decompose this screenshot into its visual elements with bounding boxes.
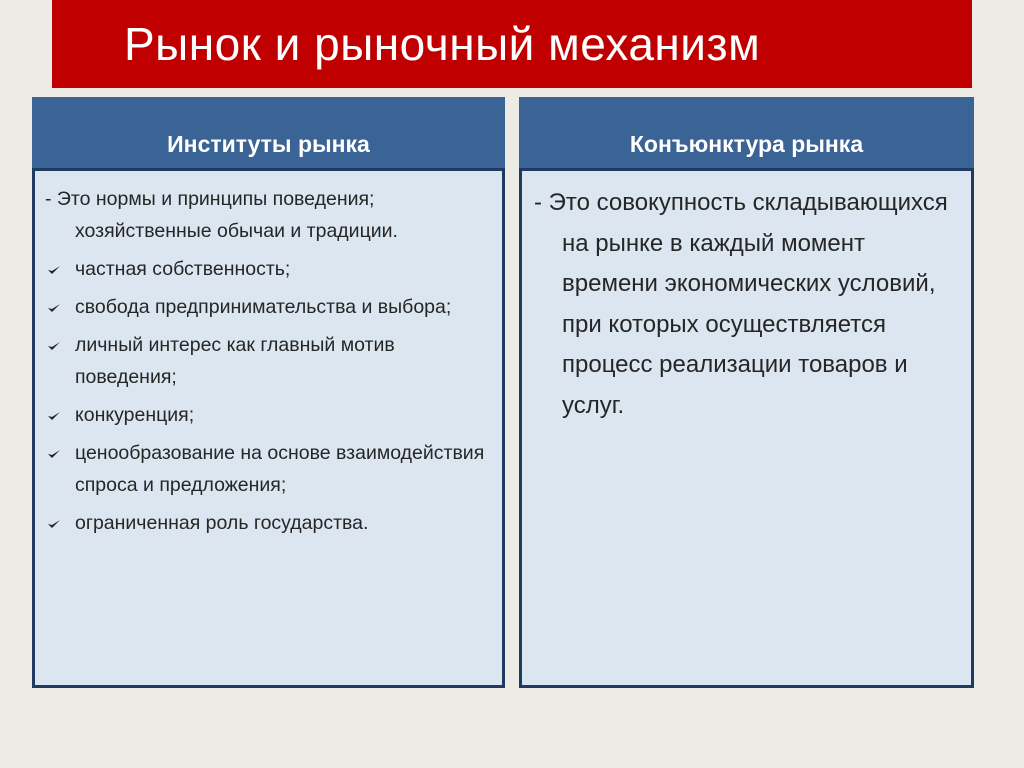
checkmark-arrow-icon (47, 263, 61, 277)
list-item (45, 507, 490, 539)
title-bar (52, 0, 972, 88)
checkmark-arrow-icon (47, 517, 61, 531)
bullet-text: конкуренция; (75, 404, 195, 426)
slide-title: Рынок и рыночный механизм (124, 18, 761, 70)
bullet-text: частная собственность; (75, 258, 291, 280)
bullet-text: личный интерес как главный мотив поведения; (75, 334, 395, 388)
left-intro-text: - Это нормы и принципы поведения; хозяйственные обычаи и традиции. (45, 188, 398, 242)
right-definition-text: - Это совокупность складывающихся на рынке в каждый момент времени экономических условий, при которых осуществляется процесс реализации товаров и услуг. (534, 189, 948, 419)
left-column-header (32, 97, 505, 168)
list-item (45, 253, 490, 285)
bullet-text: ограниченная роль государства. (75, 512, 369, 534)
list-item (45, 291, 490, 323)
right-column-header (519, 97, 974, 168)
left-column-header-label: Институты рынка (167, 131, 370, 157)
bullet-text: ценообразование на основе взаимодействия спроса и предложения; (75, 442, 485, 496)
right-column-box (519, 168, 974, 688)
checkmark-arrow-icon (47, 301, 61, 315)
right-column-header-label: Конъюнктура рынка (629, 131, 864, 157)
list-item (45, 329, 490, 393)
bullet-text: свобода предпринимательства и выбора; (75, 296, 452, 318)
checkmark-arrow-icon (47, 339, 61, 353)
checkmark-arrow-icon (47, 409, 61, 423)
list-item (45, 437, 490, 501)
left-column-box (32, 168, 505, 688)
left-bullet-list (45, 253, 490, 539)
checkmark-arrow-icon (47, 447, 61, 461)
list-item (45, 399, 490, 431)
